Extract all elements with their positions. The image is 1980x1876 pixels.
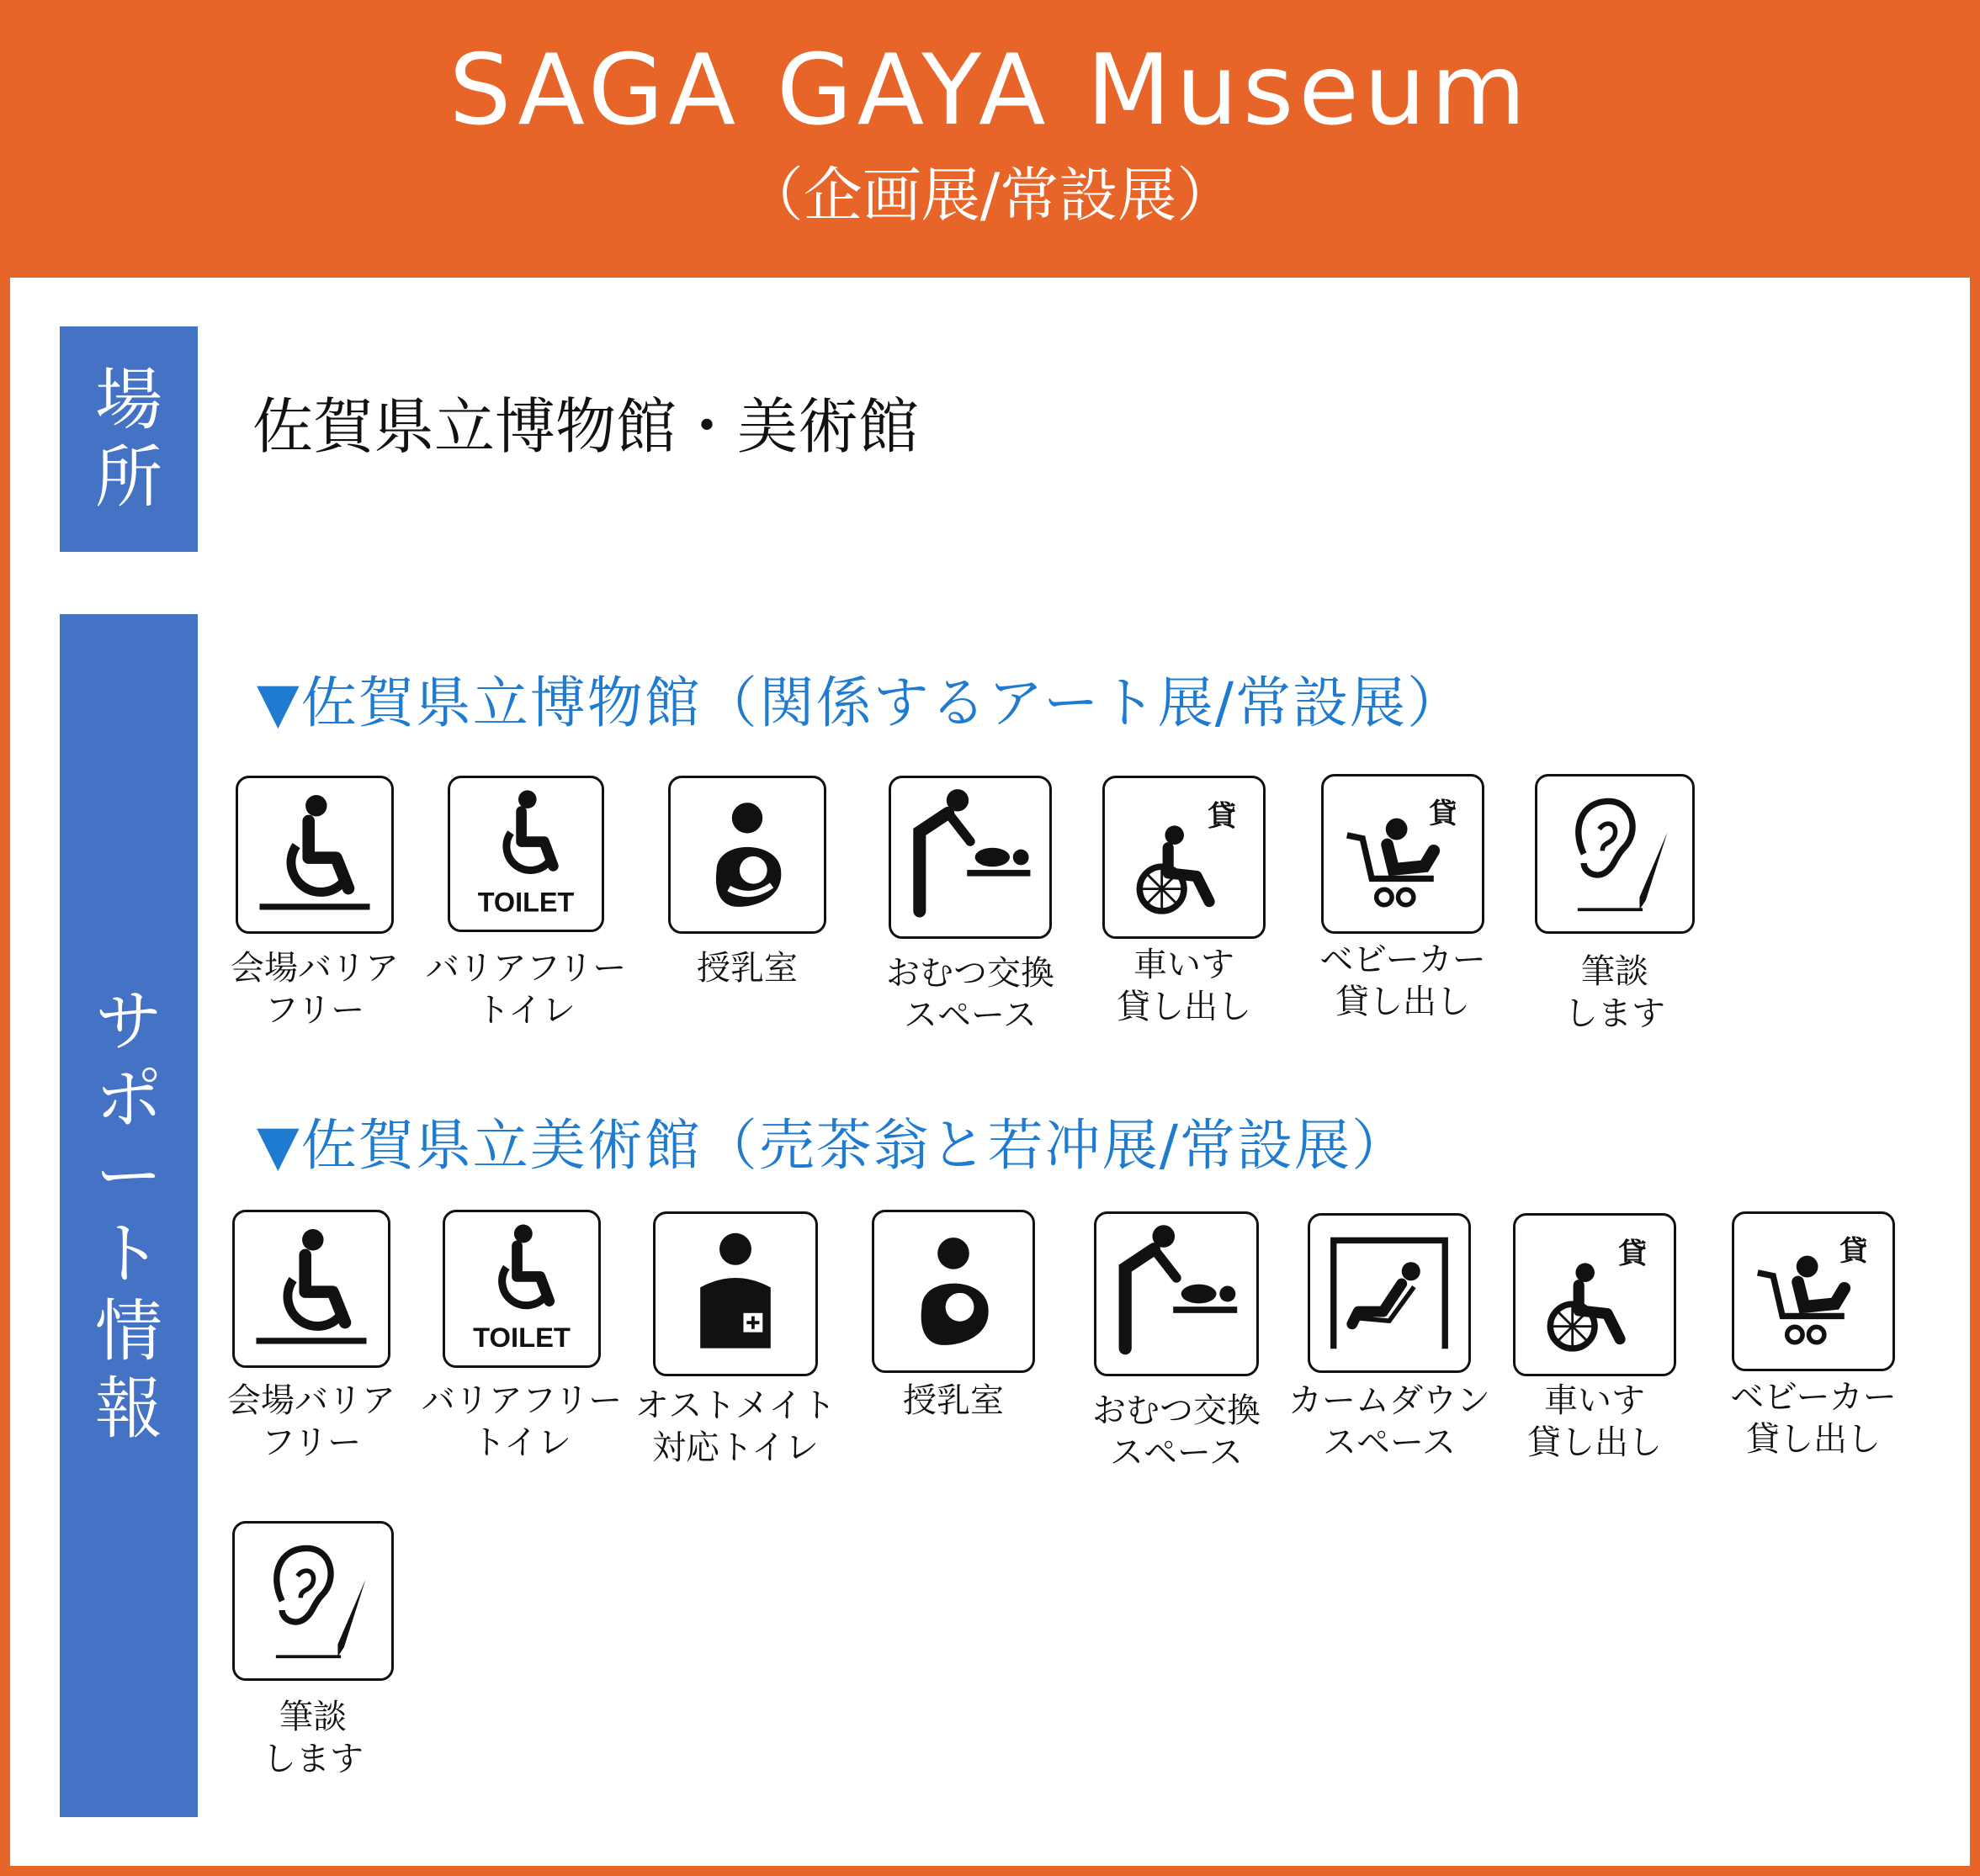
svg-text:TOILET: TOILET xyxy=(473,1322,571,1354)
caption-wheelchair-rental: 車いす 貸し出し xyxy=(1527,1381,1662,1462)
calm-down-space-icon xyxy=(1308,1213,1471,1373)
caption-ostomate-toilet: オストメイト 対応トイレ xyxy=(634,1386,836,1467)
caption-written-conversation: 筆談 します xyxy=(263,1698,364,1778)
caption-accessible-toilet: バリアフリー トイレ xyxy=(421,1381,623,1462)
caption-diaper-changing: おむつ交換 スペース xyxy=(1092,1391,1261,1472)
location-label: 場所 xyxy=(95,361,162,517)
page-title: SAGA GAYA Museum xyxy=(449,34,1531,147)
toilet-icon-text: TOILET xyxy=(477,887,575,918)
caption-nursing-room: 授乳室 xyxy=(697,949,798,988)
stroller-rental-icon xyxy=(1732,1211,1895,1371)
svg-text:貸: 貸 xyxy=(1429,797,1457,830)
caption-diaper-changing: おむつ交換 スペース xyxy=(886,954,1054,1035)
caption-stroller-rental: ベビーカー 貸し出し xyxy=(1319,941,1486,1021)
support-label-box xyxy=(60,614,198,1817)
barrier-free-venue-icon xyxy=(236,776,394,934)
location-label-box xyxy=(60,326,198,552)
accessible-toilet-icon xyxy=(443,1210,601,1368)
support-label: サポート情報 xyxy=(95,983,162,1448)
caption-barrier-free-venue: 会場バリア フリー xyxy=(231,949,399,1030)
ostomate-toilet-icon xyxy=(653,1211,818,1376)
svg-text:貸: 貸 xyxy=(1618,1237,1648,1270)
rental-icon-text: 貸 xyxy=(1208,799,1237,833)
caption-written-conversation: 筆談 します xyxy=(1564,952,1665,1033)
diaper-changing-icon xyxy=(889,776,1052,939)
wheelchair-rental-icon xyxy=(1513,1213,1676,1376)
svg-text:貸: 貸 xyxy=(1839,1234,1868,1268)
caption-accessible-toilet: バリアフリー トイレ xyxy=(425,949,627,1030)
diaper-changing-icon xyxy=(1094,1211,1259,1376)
written-conversation-icon xyxy=(1535,774,1695,934)
caption-barrier-free-venue: 会場バリア フリー xyxy=(227,1381,395,1462)
nursing-room-icon xyxy=(872,1210,1035,1373)
section-heading-museum: ▼佐賀県立博物館（関係するアート展/常設展） xyxy=(257,670,1465,735)
section-heading-art-museum: ▼佐賀県立美術館（売茶翁と若冲展/常設展） xyxy=(257,1113,1409,1178)
accessible-toilet-icon xyxy=(448,776,604,932)
location-value: 佐賀県立博物館・美術館 xyxy=(252,391,920,462)
caption-calm-down-space: カームダウン スペース xyxy=(1288,1381,1490,1462)
wheelchair-rental-icon xyxy=(1102,776,1266,939)
header-banner xyxy=(0,0,1980,278)
caption-stroller-rental: ベビーカー 貸し出し xyxy=(1730,1378,1897,1459)
caption-wheelchair-rental: 車いす 貸し出し xyxy=(1117,946,1251,1026)
written-conversation-icon xyxy=(232,1521,394,1681)
stroller-rental-icon xyxy=(1321,774,1484,934)
nursing-room-icon xyxy=(668,776,826,934)
page-subtitle: （企画展/常設展） xyxy=(744,161,1236,230)
barrier-free-venue-icon xyxy=(232,1210,390,1368)
caption-nursing-room: 授乳室 xyxy=(903,1381,1004,1420)
